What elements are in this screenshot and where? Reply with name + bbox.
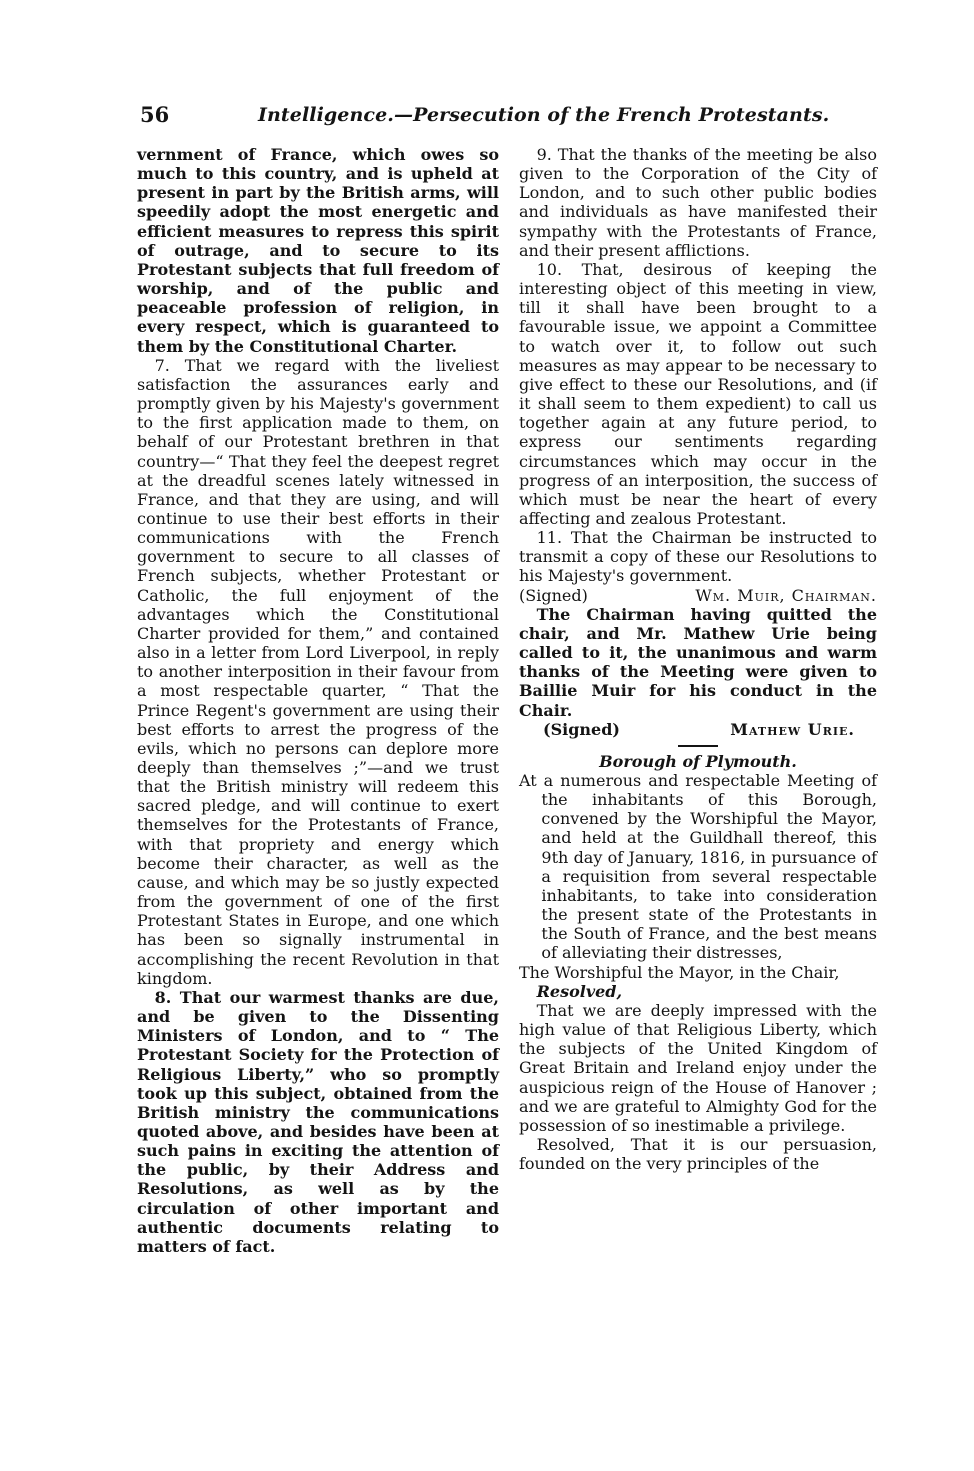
paragraph-resolution-9: 9. That the thanks of the meeting be also given to the Corporation of the City of London, and to such other public bodies and individuals as have manifested their sympathy with the Protestants of France, and their present afflictions. bbox=[519, 145, 877, 260]
paragraph-resolution-7: 7. That we regard with the liveliest satisfaction the assurances early and promptly given by his Majesty's government to the first application made to them, on behalf of our Protestant brethren in that country—“ That they feel the deepest regret at the dreadful scenes lately witnessed in France, and that they are using, and will continue to use their best efforts in their communications with the French government to secure to all classes of French subjects, whether Protestant or Catholic, the full enjoyment of the advantages which the Constitutional Charter provided for them,” and contained also in a letter from Lord Liverpool, in reply to another interposition in their favour from a most respectable quarter, “ That the Prince Regent's government are using their best efforts to arrest the progress of the evils, which no persons can deplore more deeply than themselves ;”—and we trust that the British ministry will redeem this sacred pledge, and will continue to exert themselves for the Protestants of France, with that propriety and energy which become their character, as well as the cause, and which may be so justly expected from the government of one of the first Protestant States in Europe, and one which has been so signally instrumental in accomplishing the recent Revolution in that kingdom. bbox=[137, 355, 499, 988]
paragraph-resolved-2: Resolved, That it is our persuasion, founded on the very principles of the bbox=[519, 1134, 877, 1174]
resolved-label: Resolved, bbox=[536, 981, 623, 1001]
signature-urie bbox=[519, 720, 877, 739]
page-number: 56 bbox=[140, 102, 170, 127]
running-head: Intelligence.—Persecution of the French Protestants. bbox=[258, 104, 830, 126]
paragraph-meeting: At a numerous and respectable Meeting of the inhabitants of this Borough, convened by the Worshipful the Mayor, and held at the Guildhall thereof, this 9th day of January, 1816, in pursuance of a requisition from several respectable inhabitants, to take into consideration the present state of the Protestants in the South of France, and the best means of alleviating their distresses, bbox=[519, 771, 877, 963]
paragraph-resolution-8: 8. That our warmest thanks are due, and be given to the Dissenting Ministers of London, and to “ The Protestant Society for the Protection of Religious Liberty,” who so promptly took up this subject, obtained from the British ministry the communications quoted above, and besides have been at such pains in exciting the attention of the public, by their Address and Resolutions, as well as by the circulation of other important and authentic documents relating to matters of fact. bbox=[137, 987, 499, 1256]
paragraph-resolution-10: 10. That, desirous of keeping the interesting object of this meeting in view, till it shall have been brought to a favourable issue, we appoint a Committee to watch over it, to follow out such measures as may appear to be necessary to give effect to these our Resolutions, and (if it shall seem to them expedient) to call us together again at any future period, to express our sentiments regarding circumstances which may occur in the progress of an interposition, the success of which must be near the heart of every affecting and zealous Protestant. bbox=[519, 259, 877, 528]
signed-label: (Signed) bbox=[519, 585, 588, 605]
left-column bbox=[137, 145, 499, 1256]
signed-label: (Signed) bbox=[543, 719, 620, 739]
signature-chairman bbox=[519, 586, 877, 605]
paragraph-chair-thanks: The Chairman having quitted the chair, and Mr. Mathew Urie being called to it, the unanimous and warm thanks of the Meeting were given to Baillie Muir for his conduct in the Chair. bbox=[519, 604, 877, 720]
paragraph-resolved-1: That we are deeply impressed with the high value of that Religious Liberty, which the subjects of the United Kingdom of Great Britain and Ireland enjoy under the auspicious reign of the House of Hanover ; and we are grateful to Almighty God for the possession of so inestimable a privilege. bbox=[519, 1000, 877, 1135]
signatory-name: Wm. Muir, Chairman. bbox=[695, 585, 877, 605]
section-title: Borough of Plymouth. bbox=[599, 751, 797, 771]
paragraph-continuation: vernment of France, which owes so much to this country, and is upheld at present in part by the British arms, will speedily adopt the most energetic and efficient measures to repress this spirit of outrage, and to secure to its Protestant subjects that full freedom of worship, and of the public and peaceable profession of religion, in every respect, which is guaranteed to them by the Constitutional Charter. bbox=[137, 145, 499, 356]
paragraph-resolution-11: 11. That the Chairman be instructed to transmit a copy of these our Resolutions to his Majesty's government. bbox=[519, 528, 877, 586]
section-divider bbox=[678, 745, 718, 747]
right-column bbox=[519, 145, 877, 1173]
paragraph-chair-line: The Worshipful the Mayor, in the Chair, bbox=[519, 962, 840, 982]
signatory-name: Mathew Urie. bbox=[730, 719, 855, 739]
